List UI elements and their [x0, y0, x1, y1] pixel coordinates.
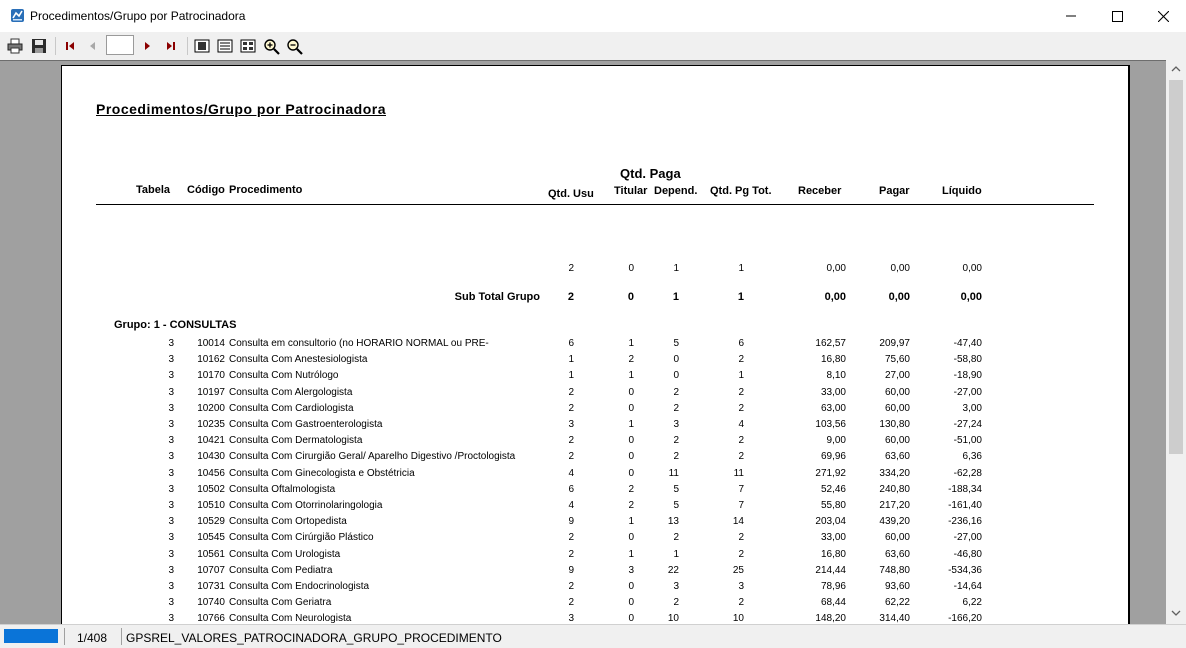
cell-receber: 63,00: [820, 402, 846, 414]
cell-tabela: 3: [168, 354, 174, 366]
first-page-button[interactable]: [60, 36, 80, 56]
cell-qtd-usu: 2: [568, 548, 574, 560]
zoom-in-button[interactable]: [261, 36, 281, 56]
report-page: [61, 65, 1130, 625]
cell-procedimento: Consulta Com Cirúrgião Plástico: [229, 532, 374, 544]
pre-total-depend: 1: [673, 263, 679, 274]
cell-procedimento: Consulta Com Anestesiologista: [229, 354, 368, 366]
cell-qtd-usu: 6: [568, 483, 574, 495]
cell-liquido: -14,64: [953, 581, 982, 592]
zoom-out-button[interactable]: [284, 36, 304, 56]
cell-procedimento: Consulta Com Ginecologista e Obstétricia: [229, 467, 415, 479]
cell-titular: 0: [628, 435, 634, 447]
cell-pagar: 60,00: [884, 402, 910, 414]
cell-tabela: 3: [168, 451, 174, 463]
cell-depend: 3: [673, 419, 679, 430]
cell-qtd-pg-tot: 2: [738, 597, 744, 609]
header-pagar: Pagar: [879, 185, 910, 197]
next-page-button[interactable]: [138, 36, 158, 56]
cell-qtd-usu: 2: [568, 435, 574, 447]
cell-codigo: 10502: [197, 483, 225, 495]
multi-page-icon: [240, 38, 256, 54]
cell-qtd-usu: 3: [568, 419, 574, 430]
cell-tabela: 3: [168, 386, 174, 398]
window-title: Procedimentos/Grupo por Patrocinadora: [30, 9, 246, 23]
cell-qtd-usu: 4: [568, 500, 574, 511]
cell-pagar: 748,80: [879, 564, 910, 576]
zoom-out-icon: [286, 38, 303, 55]
subtotal-label: Sub Total Grupo: [454, 291, 540, 303]
cell-receber: 8,10: [826, 370, 846, 382]
cell-depend: 13: [667, 516, 679, 528]
cell-receber: 33,00: [820, 532, 846, 544]
cell-qtd-pg-tot: 1: [738, 370, 744, 382]
cell-qtd-usu: 2: [568, 581, 574, 592]
cell-qtd-usu: 9: [568, 516, 574, 528]
page-width-icon: [194, 38, 210, 54]
cell-pagar: 75,60: [884, 354, 910, 366]
cell-depend: 1: [673, 548, 679, 560]
pre-total-titular: 0: [628, 263, 634, 274]
cell-receber: 9,00: [826, 435, 846, 447]
multi-page-button[interactable]: [238, 36, 258, 56]
cell-tabela: 3: [168, 338, 174, 349]
cell-qtd-usu: 3: [568, 613, 574, 625]
cell-tabela: 3: [168, 500, 174, 511]
cell-qtd-usu: 1: [568, 370, 574, 382]
cell-qtd-usu: 1: [568, 354, 574, 366]
report-title: Procedimentos/Grupo por Patrocinadora: [96, 101, 386, 117]
cell-liquido: 6,22: [962, 597, 982, 609]
scroll-down-icon[interactable]: [1171, 610, 1181, 616]
page-number-input[interactable]: [106, 35, 134, 55]
cell-procedimento: Consulta Com Cirurgião Geral/ Aparelho Digestivo /Proctologista: [229, 451, 516, 463]
group-title: Grupo: 1 - CONSULTAS: [114, 319, 237, 331]
first-page-icon: [63, 39, 77, 53]
header-tabela: Tabela: [136, 184, 171, 196]
cell-pagar: 314,40: [879, 613, 910, 625]
cell-pagar: 240,80: [879, 483, 910, 495]
cell-depend: 2: [673, 597, 679, 609]
subtotal-receber: 0,00: [824, 291, 846, 303]
cell-procedimento: Consulta Com Otorrinolaringologia: [229, 500, 383, 511]
header-receber: Receber: [798, 185, 842, 197]
status-page-count: 1/408: [77, 631, 108, 645]
cell-liquido: -27,00: [953, 532, 982, 544]
cell-codigo: 10430: [197, 451, 225, 463]
cell-qtd-usu: 4: [568, 467, 574, 479]
cell-qtd-pg-tot: 11: [733, 467, 744, 479]
cell-codigo: 10510: [197, 500, 225, 511]
cell-receber: 78,96: [820, 581, 846, 592]
cell-receber: 69,96: [820, 451, 846, 463]
last-page-icon: [164, 39, 178, 53]
progress-indicator: [4, 629, 58, 643]
cell-pagar: 209,97: [879, 338, 910, 349]
cell-tabela: 3: [168, 613, 174, 625]
header-divider: [96, 204, 1094, 205]
status-bar: [0, 624, 1186, 648]
cell-tabela: 3: [168, 435, 174, 447]
status-separator: [64, 628, 65, 645]
minimize-icon: [1066, 11, 1076, 21]
cell-depend: 3: [673, 581, 679, 592]
cell-depend: 2: [673, 435, 679, 447]
cell-depend: 5: [673, 338, 679, 349]
cell-depend: 5: [673, 483, 679, 495]
cell-procedimento: Consulta Com Urologista: [229, 548, 341, 560]
cell-receber: 203,04: [815, 516, 846, 528]
cell-qtd-pg-tot: 25: [732, 564, 744, 576]
cell-codigo: 10707: [197, 564, 225, 576]
cell-liquido: -62,28: [953, 467, 982, 479]
cell-tabela: 3: [168, 483, 174, 495]
cell-liquido: -236,16: [948, 516, 982, 528]
minimize-button[interactable]: [1048, 0, 1094, 32]
cell-pagar: 62,22: [884, 597, 910, 609]
save-button[interactable]: [29, 36, 49, 56]
cell-qtd-usu: 2: [568, 451, 574, 463]
cell-qtd-pg-tot: 7: [738, 500, 744, 511]
cell-depend: 10: [667, 613, 679, 625]
cell-qtd-usu: 2: [568, 532, 574, 544]
cell-tabela: 3: [168, 516, 174, 528]
cell-liquido: -18,90: [953, 370, 982, 382]
subtotal-titular: 0: [627, 291, 634, 303]
cell-depend: 2: [673, 402, 679, 414]
cell-procedimento: Consulta Com Endocrinologista: [229, 581, 370, 592]
header-codigo: Código: [187, 184, 225, 196]
header-procedimento: Procedimento: [229, 184, 303, 196]
cell-procedimento: Consulta Com Gastroenterologista: [229, 419, 383, 430]
cell-procedimento: Consulta Com Ortopedista: [229, 516, 347, 528]
cell-tabela: 3: [168, 597, 174, 609]
cell-receber: 68,44: [820, 597, 846, 609]
cell-depend: 11: [668, 467, 679, 479]
cell-codigo: 10766: [197, 613, 225, 625]
cell-pagar: 60,00: [884, 386, 910, 398]
header-liquido: Líquido: [942, 185, 982, 197]
subtotal-qtd-pg-tot: 1: [737, 291, 744, 303]
cell-receber: 16,80: [820, 354, 846, 366]
cell-tabela: 3: [168, 402, 174, 414]
cell-receber: 271,92: [815, 467, 846, 479]
cell-depend: 0: [673, 354, 679, 366]
cell-qtd-usu: 2: [568, 386, 574, 398]
cell-titular: 1: [628, 516, 634, 528]
cell-tabela: 3: [168, 581, 174, 592]
pre-total-liquido: 0,00: [962, 263, 982, 274]
cell-pagar: 63,60: [884, 451, 910, 463]
cell-pagar: 334,20: [879, 467, 910, 479]
cell-receber: 55,80: [820, 500, 846, 511]
cell-liquido: -58,80: [953, 354, 982, 366]
cell-pagar: 60,00: [884, 435, 910, 447]
cell-procedimento: Consulta Com Neurologista: [229, 613, 352, 625]
cell-procedimento: Consulta Oftalmologista: [229, 483, 336, 495]
maximize-icon: [1112, 11, 1123, 22]
cell-titular: 1: [628, 338, 634, 349]
cell-liquido: -27,00: [953, 386, 982, 398]
cell-titular: 1: [628, 419, 634, 430]
header-qtd-usu: Qtd. Usu: [548, 188, 594, 200]
cell-depend: 22: [667, 564, 679, 576]
subtotal-qtd-usu: 2: [567, 291, 574, 303]
full-page-button[interactable]: [215, 36, 235, 56]
cell-receber: 214,44: [815, 564, 846, 576]
cell-qtd-pg-tot: 2: [738, 354, 744, 366]
pre-total-qtd-usu: 2: [568, 263, 574, 274]
cell-procedimento: Consulta Com Pediatra: [229, 564, 333, 576]
cell-receber: 103,56: [815, 419, 846, 430]
cell-tabela: 3: [168, 419, 174, 430]
cell-titular: 0: [628, 467, 634, 479]
cell-liquido: 6,36: [962, 451, 982, 463]
cell-qtd-usu: 6: [568, 338, 574, 349]
cell-depend: 2: [673, 451, 679, 463]
previous-page-button[interactable]: [82, 36, 102, 56]
toolbar-separator: [55, 37, 56, 55]
subtotal-liquido: 0,00: [960, 291, 982, 303]
status-separator: [121, 628, 122, 645]
cell-tabela: 3: [168, 467, 174, 479]
cell-liquido: -166,20: [948, 613, 982, 625]
cell-codigo: 10197: [197, 386, 225, 398]
cell-codigo: 10235: [197, 419, 225, 430]
toolbar-separator: [187, 37, 188, 55]
cell-procedimento: Consulta Com Dermatologista: [229, 435, 363, 447]
status-report-name: GPSREL_VALORES_PATROCINADORA_GRUPO_PROCEDIMENTO: [126, 631, 502, 645]
printer-icon: [7, 38, 23, 54]
full-page-icon: [217, 38, 233, 54]
pre-total-qtd-pg-tot: 1: [738, 263, 744, 274]
cell-qtd-usu: 9: [568, 564, 574, 576]
cell-liquido: -51,00: [953, 435, 982, 447]
cell-receber: 52,46: [820, 483, 846, 495]
cell-qtd-pg-tot: 2: [738, 435, 744, 447]
cell-titular: 1: [628, 370, 634, 382]
cell-procedimento: Consulta Com Alergologista: [229, 386, 353, 398]
next-page-icon: [141, 39, 155, 53]
subtotal-pagar: 0,00: [888, 291, 910, 303]
cell-titular: 0: [628, 386, 634, 398]
header-titular: Titular: [614, 185, 648, 197]
cell-titular: 2: [628, 483, 634, 495]
cell-receber: 16,80: [820, 548, 846, 560]
cell-receber: 148,20: [815, 613, 846, 625]
cell-pagar: 217,20: [879, 500, 910, 511]
cell-procedimento: Consulta Com Nutrólogo: [229, 370, 339, 382]
cell-titular: 0: [628, 402, 634, 414]
pre-total-pagar: 0,00: [890, 263, 910, 274]
cell-tabela: 3: [168, 370, 174, 382]
cell-qtd-pg-tot: 3: [738, 581, 744, 592]
vertical-scrollbar[interactable]: [1166, 60, 1186, 624]
zoom-in-icon: [263, 38, 280, 55]
cell-titular: 0: [628, 581, 634, 592]
cell-pagar: 63,60: [884, 548, 910, 560]
cell-receber: 33,00: [820, 386, 846, 398]
cell-titular: 2: [628, 354, 634, 366]
cell-codigo: 10200: [197, 402, 225, 414]
cell-codigo: 10529: [197, 516, 225, 528]
cell-qtd-usu: 2: [568, 402, 574, 414]
cell-pagar: 130,80: [879, 419, 910, 430]
report-app-icon: [10, 8, 25, 23]
cell-qtd-pg-tot: 2: [738, 532, 744, 544]
cell-procedimento: Consulta em consultorio (no HORARIO NORMAL ou PRE-: [229, 338, 489, 349]
cell-liquido: -27,24: [953, 419, 982, 430]
cell-depend: 5: [673, 500, 679, 511]
scroll-up-icon[interactable]: [1171, 66, 1181, 72]
cell-depend: 2: [673, 532, 679, 544]
cell-qtd-pg-tot: 10: [732, 613, 744, 625]
cell-pagar: 60,00: [884, 532, 910, 544]
subtotal-depend: 1: [672, 291, 679, 303]
cell-codigo: 10014: [197, 338, 225, 349]
cell-codigo: 10421: [197, 435, 225, 447]
cell-liquido: 3,00: [962, 402, 982, 414]
cell-liquido: -161,40: [948, 500, 982, 511]
cell-qtd-pg-tot: 2: [738, 402, 744, 414]
page-width-button[interactable]: [192, 36, 212, 56]
cell-procedimento: Consulta Com Cardiologista: [229, 402, 354, 414]
cell-codigo: 10456: [197, 467, 225, 479]
close-button[interactable]: [1140, 0, 1186, 32]
cell-codigo: 10731: [197, 581, 225, 592]
maximize-button[interactable]: [1094, 0, 1140, 32]
cell-liquido: -188,34: [948, 483, 982, 495]
cell-tabela: 3: [168, 548, 174, 560]
cell-liquido: -47,40: [953, 338, 982, 349]
cell-qtd-pg-tot: 14: [732, 516, 744, 528]
toolbar: [0, 32, 1186, 60]
cell-codigo: 10740: [197, 597, 225, 609]
header-depend: Depend.: [654, 185, 698, 197]
cell-procedimento: Consulta Com Geriatra: [229, 597, 332, 609]
cell-tabela: 3: [168, 564, 174, 576]
header-qtd-paga: Qtd. Paga: [620, 166, 681, 181]
cell-qtd-pg-tot: 2: [738, 386, 744, 398]
cell-depend: 2: [673, 386, 679, 398]
cell-codigo: 10545: [197, 532, 225, 544]
cell-titular: 0: [628, 451, 634, 463]
cell-pagar: 93,60: [884, 581, 910, 592]
cell-receber: 162,57: [815, 338, 846, 349]
cell-titular: 0: [628, 613, 634, 625]
cell-titular: 0: [628, 532, 634, 544]
cell-titular: 2: [628, 500, 634, 511]
cell-codigo: 10170: [197, 370, 225, 382]
cell-qtd-pg-tot: 2: [738, 451, 744, 463]
close-icon: [1158, 11, 1169, 22]
cell-liquido: -46,80: [953, 548, 982, 560]
floppy-disk-icon: [31, 38, 47, 54]
cell-qtd-pg-tot: 7: [738, 483, 744, 495]
cell-codigo: 10162: [197, 354, 225, 366]
report-viewport[interactable]: [0, 60, 1166, 625]
title-bar: [0, 0, 1186, 32]
pre-total-receber: 0,00: [826, 263, 846, 274]
last-page-button[interactable]: [161, 36, 181, 56]
cell-qtd-pg-tot: 4: [738, 419, 744, 430]
scrollbar-thumb[interactable]: [1169, 80, 1183, 454]
header-qtd-pg-tot: Qtd. Pg Tot.: [710, 185, 772, 197]
previous-page-icon: [85, 39, 99, 53]
print-button[interactable]: [5, 36, 25, 56]
cell-codigo: 10561: [197, 548, 225, 560]
cell-qtd-pg-tot: 2: [738, 548, 744, 560]
cell-qtd-pg-tot: 6: [738, 338, 744, 349]
cell-qtd-usu: 2: [568, 597, 574, 609]
cell-titular: 3: [628, 564, 634, 576]
cell-depend: 0: [673, 370, 679, 382]
cell-liquido: -534,36: [948, 564, 982, 576]
cell-tabela: 3: [168, 532, 174, 544]
cell-titular: 0: [628, 597, 634, 609]
cell-pagar: 27,00: [884, 370, 910, 382]
cell-titular: 1: [628, 548, 634, 560]
cell-pagar: 439,20: [879, 516, 910, 528]
